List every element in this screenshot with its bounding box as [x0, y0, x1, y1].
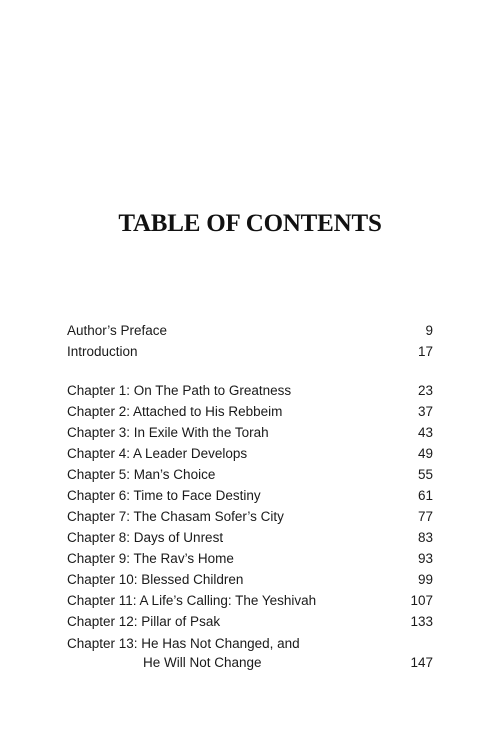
toc-entry-label: Chapter 3: In Exile With the Torah [67, 425, 269, 440]
toc-entry-page: 37 [417, 404, 433, 419]
toc-entry-page: 49 [417, 446, 433, 461]
toc-entry-label: Chapter 4: A Leader Develops [67, 446, 248, 461]
toc-entry-chapter-13 [67, 632, 433, 672]
toc-entry-chapter-7 [67, 506, 433, 527]
toc-entry-label: Chapter 9: The Rav’s Home [67, 551, 234, 566]
toc-entry-page: 147 [410, 655, 433, 670]
toc-entry-label: Chapter 6: Time to Face Destiny [67, 488, 261, 503]
toc-entry-chapter-5 [67, 464, 433, 485]
chapter-list [67, 380, 433, 672]
toc-entry-label: Chapter 1: On The Path to Greatness [67, 383, 292, 398]
toc-entry-page: 17 [417, 344, 433, 359]
toc-entry-label: Chapter 11: A Life’s Calling: The Yeshivah [67, 593, 317, 608]
toc-entry-chapter-9 [67, 548, 433, 569]
toc-entry-page: 61 [417, 488, 433, 503]
toc-entry-preface [67, 320, 433, 341]
toc-entry-page: 93 [417, 551, 433, 566]
toc-entry-chapter-10 [67, 569, 433, 590]
toc-entry-label: Chapter 5: Man’s Choice [67, 467, 216, 482]
toc-entry-chapter-6 [67, 485, 433, 506]
toc-entry-label: Chapter 10: Blessed Children [67, 572, 244, 587]
toc-entry-chapter-3 [67, 422, 433, 443]
toc-entry-page: 107 [410, 593, 433, 608]
toc-entry-page: 55 [417, 467, 433, 482]
toc-entry-introduction [67, 341, 433, 362]
toc-entry-label: Chapter 2: Attached to His Rebbeim [67, 404, 283, 419]
toc-entry-page: 99 [417, 572, 433, 587]
toc-entry-label: Chapter 7: The Chasam Sofer’s City [67, 509, 284, 524]
page-title: TABLE OF CONTENTS [118, 210, 382, 237]
front-matter-list [67, 320, 433, 362]
toc-entry-label: Author’s Preface [67, 323, 168, 338]
toc-entry-label: Introduction [67, 344, 138, 359]
toc-entry-label-line-2: He Will Not Change [143, 655, 262, 670]
toc-entry-chapter-12 [67, 611, 433, 632]
toc-entry-label [67, 634, 300, 672]
toc-entry-chapter-11 [67, 590, 433, 611]
toc-entry-chapter-4 [67, 443, 433, 464]
toc-entry-label-line-1: Chapter 13: He Has Not Changed, and [67, 636, 300, 651]
toc-entry-chapter-8 [67, 527, 433, 548]
toc-entry-page: 77 [417, 509, 433, 524]
toc-entry-page: 9 [425, 323, 433, 338]
toc-entry-page: 23 [417, 383, 433, 398]
toc-entry-page: 43 [417, 425, 433, 440]
toc-entry-chapter-2 [67, 401, 433, 422]
toc-entry-page: 83 [417, 530, 433, 545]
toc-entry-chapter-1 [67, 380, 433, 401]
toc-entry-label: Chapter 8: Days of Unrest [67, 530, 224, 545]
toc-entry-page: 133 [410, 614, 433, 629]
toc-entry-label: Chapter 12: Pillar of Psak [67, 614, 221, 629]
